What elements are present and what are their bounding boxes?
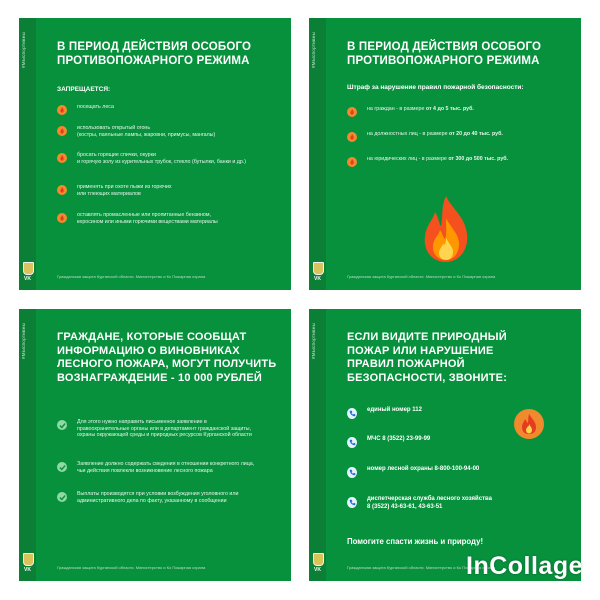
card-subhead: Штраф за нарушение правил пожарной безопасности: (347, 84, 524, 91)
side-hashtag: #МЫспортивны (311, 31, 316, 68)
item-text: Заявление должно содержать сведения в отношении конкретного лица, чьи действия повлекли возникновение лесного пожара (77, 461, 255, 474)
item-line: бросать горящие спички, окурки (77, 152, 156, 158)
phone-icon (347, 437, 357, 447)
phone-icon (347, 467, 357, 477)
item-line: посещать леса (77, 104, 114, 110)
list-item (57, 461, 281, 474)
fire-warning-icon (57, 105, 67, 115)
card-title: ГРАЖДАНЕ, КОТОРЫЕ СООБЩАТ ИНФОРМАЦИЮ О ВИНОВНИКАХ ЛЕСНОГО ПОЖАРА, МОГУТ ПОЛУЧИТЬ ВОЗНАГРАЖДЕНИЕ - 10 000 РУБЛЕЙ (57, 331, 277, 384)
card-title: В ПЕРИОД ДЕЙСТВИЯ ОСОБОГО ПРОТИВОПОЖАРНОГО РЕЖИМА (57, 41, 252, 67)
region-emblem-icon (23, 553, 34, 566)
vk-icon[interactable]: VK (314, 276, 321, 282)
check-icon (57, 492, 67, 502)
fine-amount: от 4 до 5 тыс. руб. (425, 106, 474, 112)
contact-item[interactable] (347, 466, 571, 477)
card-footer: Гражданская защита Курганской области. Министерство и Ко Пожарная охрана (347, 274, 496, 279)
card-footer: Гражданская защита Курганской области. Министерство и Ко Пожарная охрана (57, 565, 206, 570)
item-line: (костры, паяльные лампы, жаровни, примусы, мангалы) (77, 131, 216, 138)
card-title: В ПЕРИОД ДЕЙСТВИЯ ОСОБОГО ПРОТИВОПОЖАРНОГО РЕЖИМА (347, 41, 542, 67)
card-subhead: ЗАПРЕЩАЕТСЯ: (57, 86, 111, 93)
fire-warning-icon (347, 157, 357, 167)
region-emblem-icon (313, 262, 324, 275)
closing-text: Помогите спасти жизнь и природу! (347, 537, 484, 546)
list-item (57, 419, 281, 439)
contact-line: диспетчерская служба лесного хозяйства (367, 496, 492, 502)
fine-item (347, 156, 571, 167)
card-footer: Гражданская защита Курганской области. Министерство и Ко Пожарная охрана (347, 565, 496, 570)
vk-icon[interactable]: VK (24, 567, 31, 573)
item-line: и горячую золу из курительных трубок, стекло (бутылки, банки и др.) (77, 158, 247, 165)
item-line: оставлять промасленные или пропитанные бензином, (77, 212, 211, 218)
list-item (57, 125, 281, 138)
item-line: керосином или иными горючими веществами материалы (77, 218, 218, 225)
item-line: или тлеющих материалов (77, 190, 141, 197)
fire-warning-icon (347, 132, 357, 142)
fine-who: на должностных лиц - в размере (367, 131, 449, 137)
fine-item (347, 131, 571, 142)
region-emblem-icon (313, 553, 324, 566)
side-strip (309, 309, 326, 581)
fine-item (347, 106, 571, 117)
fire-warning-icon (57, 185, 67, 195)
card-fines (309, 18, 581, 290)
fine-amount: от 20 до 40 тыс. руб. (448, 131, 503, 137)
vk-icon[interactable]: VK (314, 567, 321, 573)
fire-warning-icon (347, 107, 357, 117)
side-hashtag: #МЫспортивны (21, 31, 26, 68)
region-emblem-icon (23, 262, 34, 275)
side-strip (309, 18, 326, 290)
card-footer: Гражданская защита Курганской области. Министерство и Ко Пожарная охрана (57, 274, 206, 279)
fire-warning-icon (57, 213, 67, 223)
card-contacts (309, 309, 584, 581)
contact-line: МЧС 8 (3522) 23-99-99 (367, 436, 431, 442)
card-title: ЕСЛИ ВИДИТЕ ПРИРОДНЫЙ ПОЖАР ИЛИ НАРУШЕНИЕ ПРАВИЛ ПОЖАРНОЙ БЕЗОПАСНОСТИ, ЗВОНИТЕ: (347, 331, 508, 384)
big-flame-icon (421, 194, 471, 264)
phone-icon (347, 497, 357, 507)
fine-who: на юридических лиц - в размере (367, 156, 449, 162)
list-item (57, 184, 281, 197)
contact-line: номер лесной охраны 8-800-100-94-00 (367, 466, 480, 472)
check-icon (57, 462, 67, 472)
side-strip (19, 18, 36, 290)
contact-item[interactable] (347, 496, 571, 511)
contact-line: единый номер 112 (367, 407, 422, 413)
item-line: применять при охоте пыжи из горючих (77, 184, 172, 190)
vk-icon[interactable]: VK (24, 276, 31, 282)
incollage-watermark: InCollage (466, 552, 584, 580)
list-item (57, 104, 281, 115)
card-reward (19, 309, 291, 581)
check-icon (57, 420, 67, 430)
side-hashtag: #МЫспортивны (21, 322, 26, 359)
fine-who: на граждан - в размере (367, 106, 426, 112)
side-strip (19, 309, 36, 581)
list-item (57, 152, 281, 165)
contact-line: 8 (3522) 43-63-61, 43-63-51 (367, 503, 443, 510)
contact-item[interactable] (347, 436, 571, 447)
contact-item[interactable] (347, 407, 571, 418)
fine-amount: от 300 до 500 тыс. руб. (448, 156, 509, 162)
side-hashtag: #МЫспортивны (311, 322, 316, 359)
list-item (57, 212, 281, 225)
phone-icon (347, 408, 357, 418)
item-line: использовать открытый огонь (77, 125, 151, 131)
item-text: Для этого нужно направить письменное заявление в правоохранительные органы или в департамент гражданской защиты, охраны окружающей среды и природных ресурсов Курганской области (77, 419, 252, 439)
card-prohibitions (19, 18, 291, 290)
fire-warning-icon (57, 126, 67, 136)
item-text: Выплаты производятся при условии возбуждения уголовного или административного дела по факту, указанному в сообщении (77, 491, 239, 504)
fire-warning-icon (57, 153, 67, 163)
list-item (57, 491, 281, 504)
